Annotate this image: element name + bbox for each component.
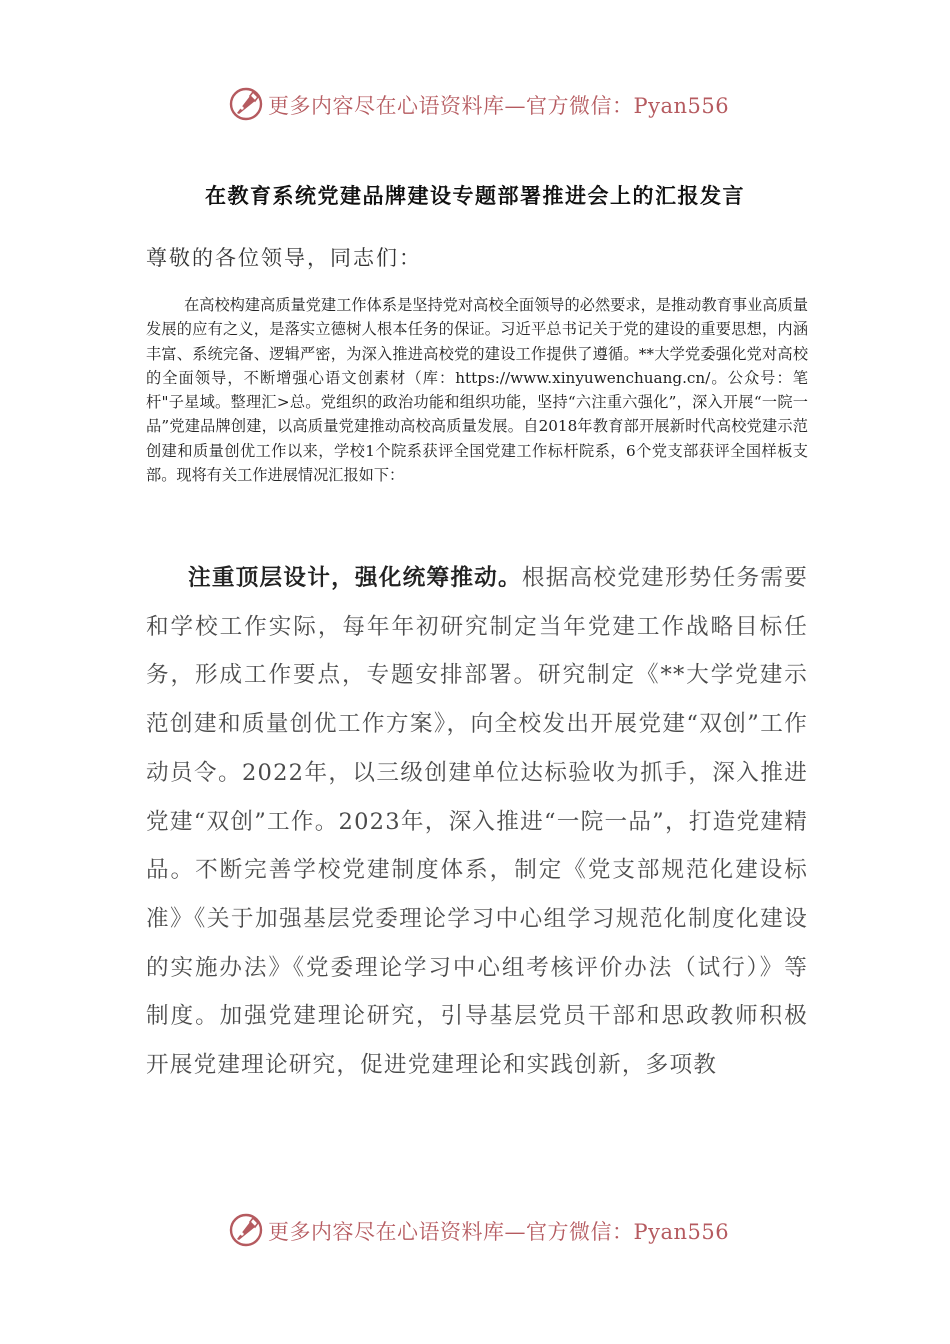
footer-watermark-text: 更多内容尽在心语资料库—官方微信：Pyan556	[268, 1220, 730, 1244]
salutation: 尊敬的各位领导，同志们：	[146, 246, 422, 270]
header-watermark	[228, 84, 748, 124]
section-lead-heading: 注重顶层设计，强化统筹推动。	[188, 565, 522, 591]
pen-nib-circle-icon	[228, 1212, 264, 1248]
footer-watermark	[228, 1210, 748, 1250]
section-body-text: 根据高校党建形势任务需要和学校工作实际，每年年初研究制定当年党建工作战略目标任务，形成工作要点，专题安排部署。研究制定《**大学党建示范创建和质量创优工作方案》，向全校发出开展党建“双创”工作动员令。2022年，以三级创建单位达标验收为抓手，深入推进党建“双创”工作。2023年，深入推进“一院一品”，打造党建精品。不断完善学校党建制度体系，制定《党支部规范化建设标准》《关于加强基层党委理论学习中心组学习规范化制度化建设的实施办法》《党委理论学习中心组考核评价办法（试行）》等制度。加强党建理论研究，引导基层党员干部和思政教师积极开展党建理论研究，促进党建理论和实践创新，多项教	[146, 565, 808, 1079]
document-title: 在教育系统党建品牌建设专题部署推进会上的汇报发言	[205, 183, 745, 208]
header-watermark-text: 更多内容尽在心语资料库—官方微信：Pyan556	[268, 94, 730, 118]
intro-paragraph: 在高校构建高质量党建工作体系是坚持党对高校全面领导的必然要求，是推动教育事业高质量发展的应有之义，是落实立德树人根本任务的保证。习近平总书记关于党的建设的重要思想，内涵丰富、系统完备、逻辑严密，为深入推进高校党的建设工作提供了遵循。**大学党委强化党对高校的全面领导，不断增强心语文创素材（库：https://www.xinyuwenchuang.cn/。公众号：笔杆"子星域。整理汇>总。党组织的政治功能和组织功能，坚持“六注重六强化”，深入开展“一院一品”党建品牌创建，以高质量党建推动高校高质量发展。自2018年教育部开展新时代高校党建示范创建和质量创优工作以来，学校1个院系获评全国党建工作标杆院系，6个党支部获评全国样板支部。现将有关工作进展情况汇报如下：	[146, 296, 808, 485]
pen-nib-circle-icon	[228, 86, 264, 122]
section-paragraph	[146, 554, 808, 1090]
